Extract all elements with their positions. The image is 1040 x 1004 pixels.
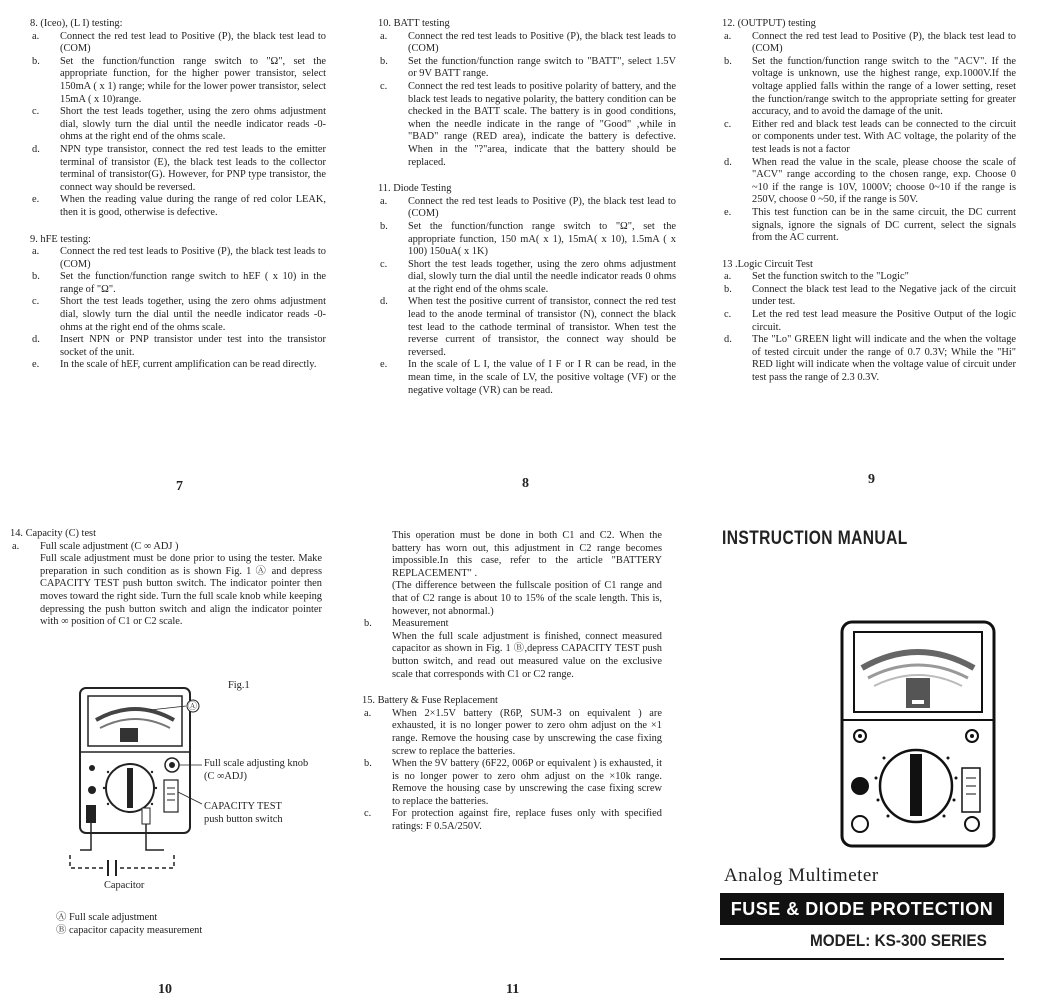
list-item: b. Set the function/function range switch to "Ω", set the appropriate function, for the higher power transistor, select 150mA ( x 1) range; while for the lower power transistor, select 15mA ( x 10)range. [32,55,326,105]
list-item: a. Connect the red test lead to Positive (P), the black test lead to (COM) [32,30,326,55]
list-item: b. When the 9V battery (6F22, 006P or equivalent ) is exhausted, it is no longer power to zero ohm adjust on the ×10k range. Remove the housing case by unscrewing the case fixing screw to replace the batteries. [364,758,662,807]
list-item: b. Set the function/function range switch to "Ω", set the appropriate function, 150 mA( x 1), 15mA( x 10), 1.5mA ( x 100) 150uA( x 1K) [380,220,676,258]
cover-banner: FUSE & DIODE PROTECTION [720,893,1004,925]
list-item: b. Measurement When the full scale adjustment is finished, connect measured capacitor as shown in Fig. 1 Ⓑ,depress CAPACITY TEST push button switch, and read out measured value on the exclusive scale that corresponds with C1 or C2 range. [364,618,662,680]
item-heading: Full scale adjustment (C ∞ ADJ ) [40,540,179,552]
page-10 [10,528,322,629]
section-10-title: 10. BATT testing [378,18,450,29]
list-item: c. Let the red test lead measure the Positive Output of the logic circuit. [724,309,1016,333]
list-item: c. Short the test leads together, using the zero ohms adjustment dial, slowly turn the dial until the needle indicator reads -0- ohms at the right end of the ohms scale. [32,106,326,143]
list-item: b. Set the function/function range switch to "BATT", select 1.5V or 9V BATT range. [380,55,676,80]
page-8 [378,18,676,397]
callout-switch: CAPACITY TEST push button switch [204,801,283,825]
note-paragraph: (The difference between the fullscale position of C1 range and that of C2 range is about 10 to 15% of the scale length. This is, however, not abnormal.) [392,580,662,617]
multimeter-capacitor-diagram [50,680,340,900]
list-item: d. When read the value in the scale, please choose the scale of "ACV" range according to the chosen range, exp. Choose 0 ~10 if the range is 10V, 1000V; choose 0~10 if the range is 250V, choose 0 ~50, if the range is 50V. [724,156,1016,206]
page-number: 10 [158,982,172,997]
cover-model: MODEL: KS-300 SERIES [810,931,987,950]
item-text: Full scale adjustment must be done prior to using the tester. Make preparation in such condition as is shown Fig. 1 Ⓐ and depress CAPACITY TEST push button switch. The indicator pointer then moves toward the right side. Turn the full scale knob while keeping depressing the push button switch and align the indicator pointer with ∞ position of C1 or C2 scale. [40,553,322,628]
list-item: d. NPN type transistor, connect the red test leads to the emitter terminal of transistor (E), the black test leads to the collector terminal of transistor(G). However, for PNP type transistor, the connect way should be reversed. [32,143,326,193]
list-item: d. The "Lo" GREEN light will indicate and the when the voltage of tested circuit under the range of 0.7 0.3V; While the "Hi" RED light will indicate when the voltage value of circuit under test pass the range of 2.3 0.3V. [724,334,1016,384]
section-9-list [30,246,326,372]
legend-a: Ⓐ Full scale adjustment [56,912,158,923]
section-14-title: 14. Capacity (C) test [10,528,96,539]
cover-heading: INSTRUCTION MANUAL [722,528,908,549]
page-number: 8 [522,476,529,491]
cover-subtitle: Analog Multimeter [724,865,879,886]
section-11-list [378,196,676,398]
section-12-title: 12. (OUTPUT) testing [722,18,816,29]
cover-divider [720,958,1004,960]
page-11 [362,530,662,834]
measurement-heading: Measurement [392,618,449,630]
page-number: 9 [868,472,875,487]
section-8-title: 8. (Iceo), (L I) testing: [30,18,123,29]
intro-paragraph: This operation must be done in both C1 and C2. When the battery has worn out, this adjustment in C2 range becomes impossible.In this case, refer to the article "BATTERY REPLACEMENT" . [392,530,662,579]
list-item: a. Connect the red test leads to Positive (P), the black test leads to (COM) [380,30,676,55]
callout-a: Ⓐ [188,701,198,711]
list-item: a. Connect the red test lead to Positive (P), the black test lead to (COM) [724,30,1016,55]
list-item: a. Connect the red test leads to Positive (P), the black test leads to (COM) [32,246,326,270]
figure-label: Fig.1 [228,680,250,691]
list-item: c. Short the test leads together, using the zero ohms adjustment dial, slowly turn the dial until the needle indicator reads 0 ohms at the right end of the ohms scale. [380,258,676,295]
callout-knob: Full scale adjusting knob (C ∞ADJ) [204,758,309,782]
list-item: b. Connect the black test lead to the Negative jack of the circuit under test. [724,283,1016,308]
page-9 [722,18,1016,385]
list-item: b. Set the function/function range switch to the "ACV". If the voltage is unknown, use the highest range, exp.1000V.If the voltage applied falls within the range of a lower setting, reset the function/range switch to the appropriate setting for greater accuracy, and to avoid the damage of the unit. [724,55,1016,118]
measurement-text: When the full scale adjustment is finished, connect measured capacitor as shown in Fig. 1 Ⓑ,depress CAPACITY TEST push button switch, and read out measured value on the exclusive scale that corresponds with C1 or C2 range. [392,630,662,680]
list-item: a. When 2×1.5V battery (R6P, SUM-3 on equivalent ) are exhausted, it is no longer power to zero ohm adjust on the ×1 range. Remove the housing case by unscrewing the case fixing screw to replace the batteries. [364,707,662,757]
multimeter-illustration [838,618,998,850]
capacitor-label: Capacitor [104,880,145,891]
section-11-title: 11. Diode Testing [378,183,452,195]
list-item: d. Insert NPN or PNP transistor under test into the transistor socket of the unit. [32,334,326,358]
page-7 [30,18,326,372]
list-item: c. Connect the red test leads to positive polarity of battery, and the black test leads to negative polarity, the battery condition can be checked in the BATT scale. The battery is in good conditions, when the needle indicate in the range of "Good" ,while in "BAD" range (RED area), indicate the battery is defective. When in the "?"area, indicate that the battery should be replaced. [380,80,676,168]
legend [56,912,202,937]
section-13-list [722,271,1016,384]
list-item: e. In the scale of hEF, current amplification can be read directly. [32,359,317,371]
legend-b: Ⓑ capacitor capacity measurement [56,924,203,936]
list-item: e. This test function can be in the same circuit, the DC current signals, ignore the signals of DC current, select the signals from the AC current. [724,206,1016,244]
list-item: b. Set the function/function range switch to hEF ( x 10) in the range of "Ω". [32,271,326,295]
list-item: c. Either red and black test leads can be connected to the circuit or components under test. With AC voltage, the polarity of the test leads is not a factor [724,118,1016,155]
push-button-switch [164,780,178,812]
list-item: c. Short the test leads together, using the zero ohms adjustment dial, slowly turn the dial until the needle indicator reads -0- ohms at the right end of the ohms scale. [32,296,326,333]
list-item: a. Connect the red test leads to Positive (P), the black test lead to (COM) [380,195,676,220]
list-item: d. When test the positive current of transistor, connect the red test lead to the anode terminal of transistor (N), connect the black test lead to the cathode terminal of transistor. When test the reverse current of transistor, the connect way should be reversed. [380,296,676,358]
section-8-list [30,31,326,220]
list-item: e. In the scale of L I, the value of I F or I R can be read, in the mean time, in the scale of LV, the positive voltage (VF) or the negative voltage (VR) can be read. [380,359,676,396]
section-10-list [378,31,676,170]
section-9-title: 9. hFE testing: [30,233,91,245]
list-item: c. For protection against fire, replace fuses only with specified ratings: F 0.5A/250V. [364,808,662,833]
list-item: e. When the reading value during the range of red color LEAK, then it is good, otherwise is defective. [32,194,326,218]
page-number: 7 [176,479,183,494]
list-item: a. Full scale adjustment (C ∞ ADJ ) Full scale adjustment must be done prior to using the tester. Make preparation in such condition as is shown Fig. 1 Ⓐ and depress CAPACITY TEST push button switch. The indicator pointer then moves toward the right side. Turn the full scale knob while keeping depressing the push button switch and align the indicator pointer with ∞ position of C1 or C2 scale. [12,540,322,628]
section-15-list [362,708,662,834]
list-item: a. Set the function switch to the "Logic" [724,271,909,283]
page-number: 11 [506,982,520,997]
section-13-title: 13 .Logic Circuit Test [722,258,813,270]
section-15-title: 15. Battery & Fuse Replacement [362,695,498,707]
section-12-list [722,31,1016,245]
